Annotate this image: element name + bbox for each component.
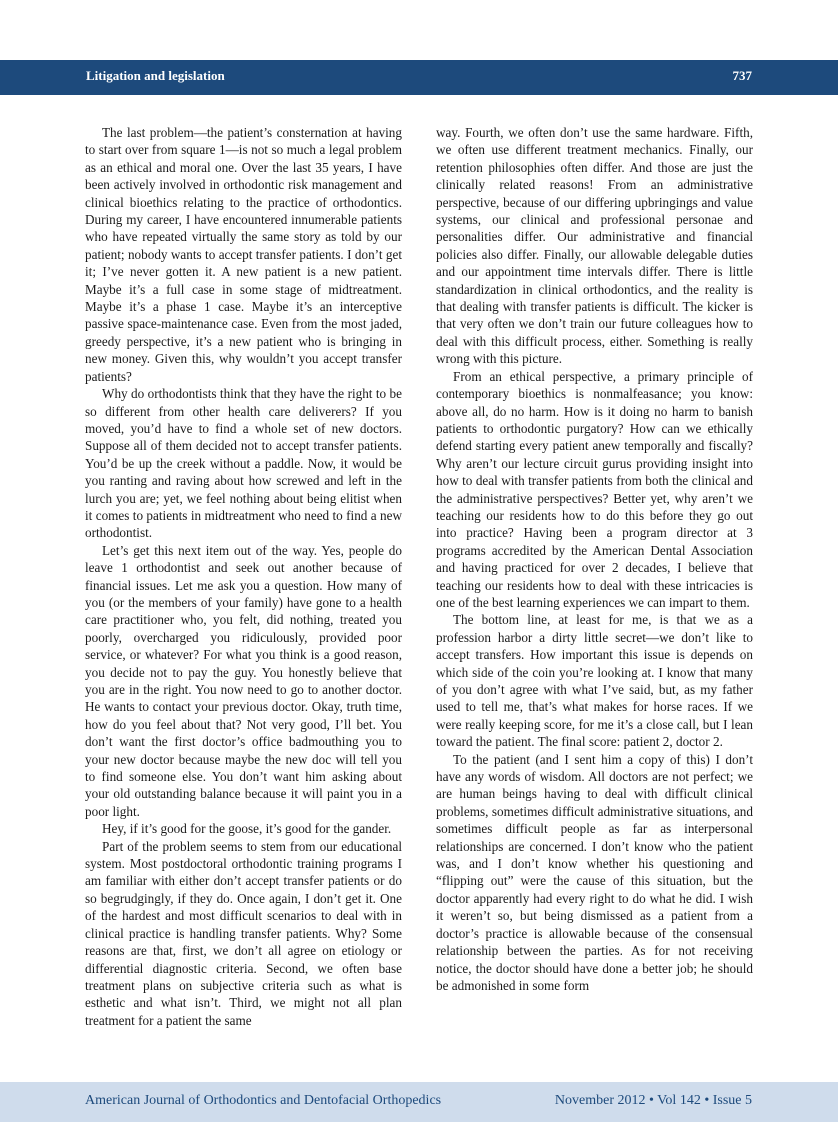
right-column <box>436 124 753 994</box>
running-footer <box>0 1082 838 1122</box>
paragraph: The last problem—the patient’s consternation at having to start over from square 1—is not so much a legal problem as an ethical and moral one. Over the last 35 years, I have been actively involved in orthodontic risk management and clinical bioethics relating to the practice of orthodontics. During my career, I have encountered innumerable patients who have repeated virtually the same story as told by our patient; nobody wants to accept transfer patients. I don’t get it; I’ve never gotten it. A new patient is a new patient. Maybe it’s a full case in some stage of midtreatment. Maybe it’s a phase 1 case. Maybe it’s an interceptive passive space-maintenance case. Even from the most jaded, greedy perspective, it’s a new patient who is bringing in new money. Given this, why wouldn’t you accept transfer patients? <box>85 125 402 384</box>
paragraph: Hey, if it’s good for the goose, it’s good for the gander. <box>102 821 392 837</box>
paragraph: Why do orthodontists think that they have the right to be so different from other health care deliverers? If you moved, you’d have to find a whole set of new doctors. Suppose all of them decided not to accept transfer patients. You’d be up the creek without a paddle. Now, it would be you ranting and raving about how screwed and left in the lurch you are; yet, we feel nothing about being elitist when it comes to patients in midtreatment who need to find a new orthodontist. <box>85 386 402 541</box>
page-number: 737 <box>732 68 752 83</box>
paragraph: Part of the problem seems to stem from our educational system. Most postdoctoral orthodontic training programs I am familiar with either don’t accept transfer patients or do so begrudgingly, if they do. Once again, I don’t get it. One of the hardest and most difficult scenarios to deal with in clinical practice is handling transfer patients. Why? Some reasons are that, first, we don’t all agree on etiology or differential diagnostic criteria. Second, we often base treatment plans on subjective criteria such as what is esthetic and what isn’t. Third, we might not all plan treatment for a patient the same <box>85 838 402 1028</box>
journal-title: American Journal of Orthodontics and Dentofacial Orthopedics <box>85 1093 442 1108</box>
left-column <box>85 124 402 1029</box>
paragraph: The bottom line, at least for me, is that we as a profession harbor a dirty little secret—we don’t like to accept transfers. How important this issue is depends on which side of the coin you’re looking at. I know that many of you don’t agree with what I’ve said, but, as my father used to tell me, that’s what makes for horse races. If we were really keeping score, for me it’s a close call, but I lean toward the patient. The final score: patient 2, doctor 2. <box>436 612 753 750</box>
paragraph: way. Fourth, we often don’t use the same hardware. Fifth, we often use different treatment mechanics. Finally, our retention philosophies often differ. And those are just the clinically related reasons! From an administrative perspective, because of our differing upbringings and value systems, our clinical and professional personae and personalities differ. Our administrative and financial policies also differ. Finally, our allowable delegable duties and our appointment time intervals differ. There is little standardization in clinical orthodontics, and the reality is that dealing with transfer patients is difficult. The kicker is that very often we don’t train our future colleagues how to deal with this difficult process, either. Something is really wrong with this picture. <box>436 125 753 367</box>
running-header <box>0 60 838 95</box>
paragraph: From an ethical perspective, a primary principle of contemporary bioethics is nonmalfeasance; you know: above all, do no harm. How is it doing no harm to banish patients to orthodontic purgatory? How can we ethically defend starting every patient anew temporally and fiscally? Why aren’t our lecture circuit gurus providing insight into how to deal with transfer patients from both the clinical and the administrative perspectives? Better yet, why aren’t we teaching our residents how to do this before they go out into practice? Having been a program director at 3 programs accredited by the American Dental Association and having practiced for over 2 decades, I believe that teaching our residents how to deal with these intricacies is one of the best learning experiences we can impart to them. <box>436 368 753 610</box>
paragraph: To the patient (and I sent him a copy of this) I don’t have any words of wisdom. All doctors are not perfect; we are human beings having to deal with difficult clinical problems, sometimes difficult administrative situations, and sometimes difficult people as far as interpersonal relationships are concerned. I don’t know who the patient was, and I don’t know whether his questioning and “flipping out” were the cause of this situation, but the doctor apparently had every right to do what he did. I wish it weren’t so, but being dismissed as a patient from a doctor’s practice is allowable because of the consensual relationship between the parties. As for not receiving notice, the doctor should have done a better job; he should be admonished in some form <box>436 751 753 993</box>
issue-info: November 2012 • Vol 142 • Issue 5 <box>554 1093 752 1108</box>
section-title: Litigation and legislation <box>86 68 225 83</box>
paragraph: Let’s get this next item out of the way. Yes, people do leave 1 orthodontist and seek out another because of financial issues. Let me ask you a question. How many of you (or the members of your family) have gone to a health care practitioner who, you felt, did nothing, treated you poorly, overcharged you ridiculously, provided poor service, or whatever? For what you think is a good reason, you decide not to pay the guy. You honestly believe that you are in the right. You now need to go to another doctor. He wants to contact your previous doctor. Okay, truth time, how do you feel about that? Not very good, I’ll bet. You don’t want the first doctor’s office badmouthing you to your new doctor because maybe the new doc will tell you to find someone else. You don’t want him asking about your old outstanding balance because it will paint you in a poor light. <box>85 542 402 819</box>
